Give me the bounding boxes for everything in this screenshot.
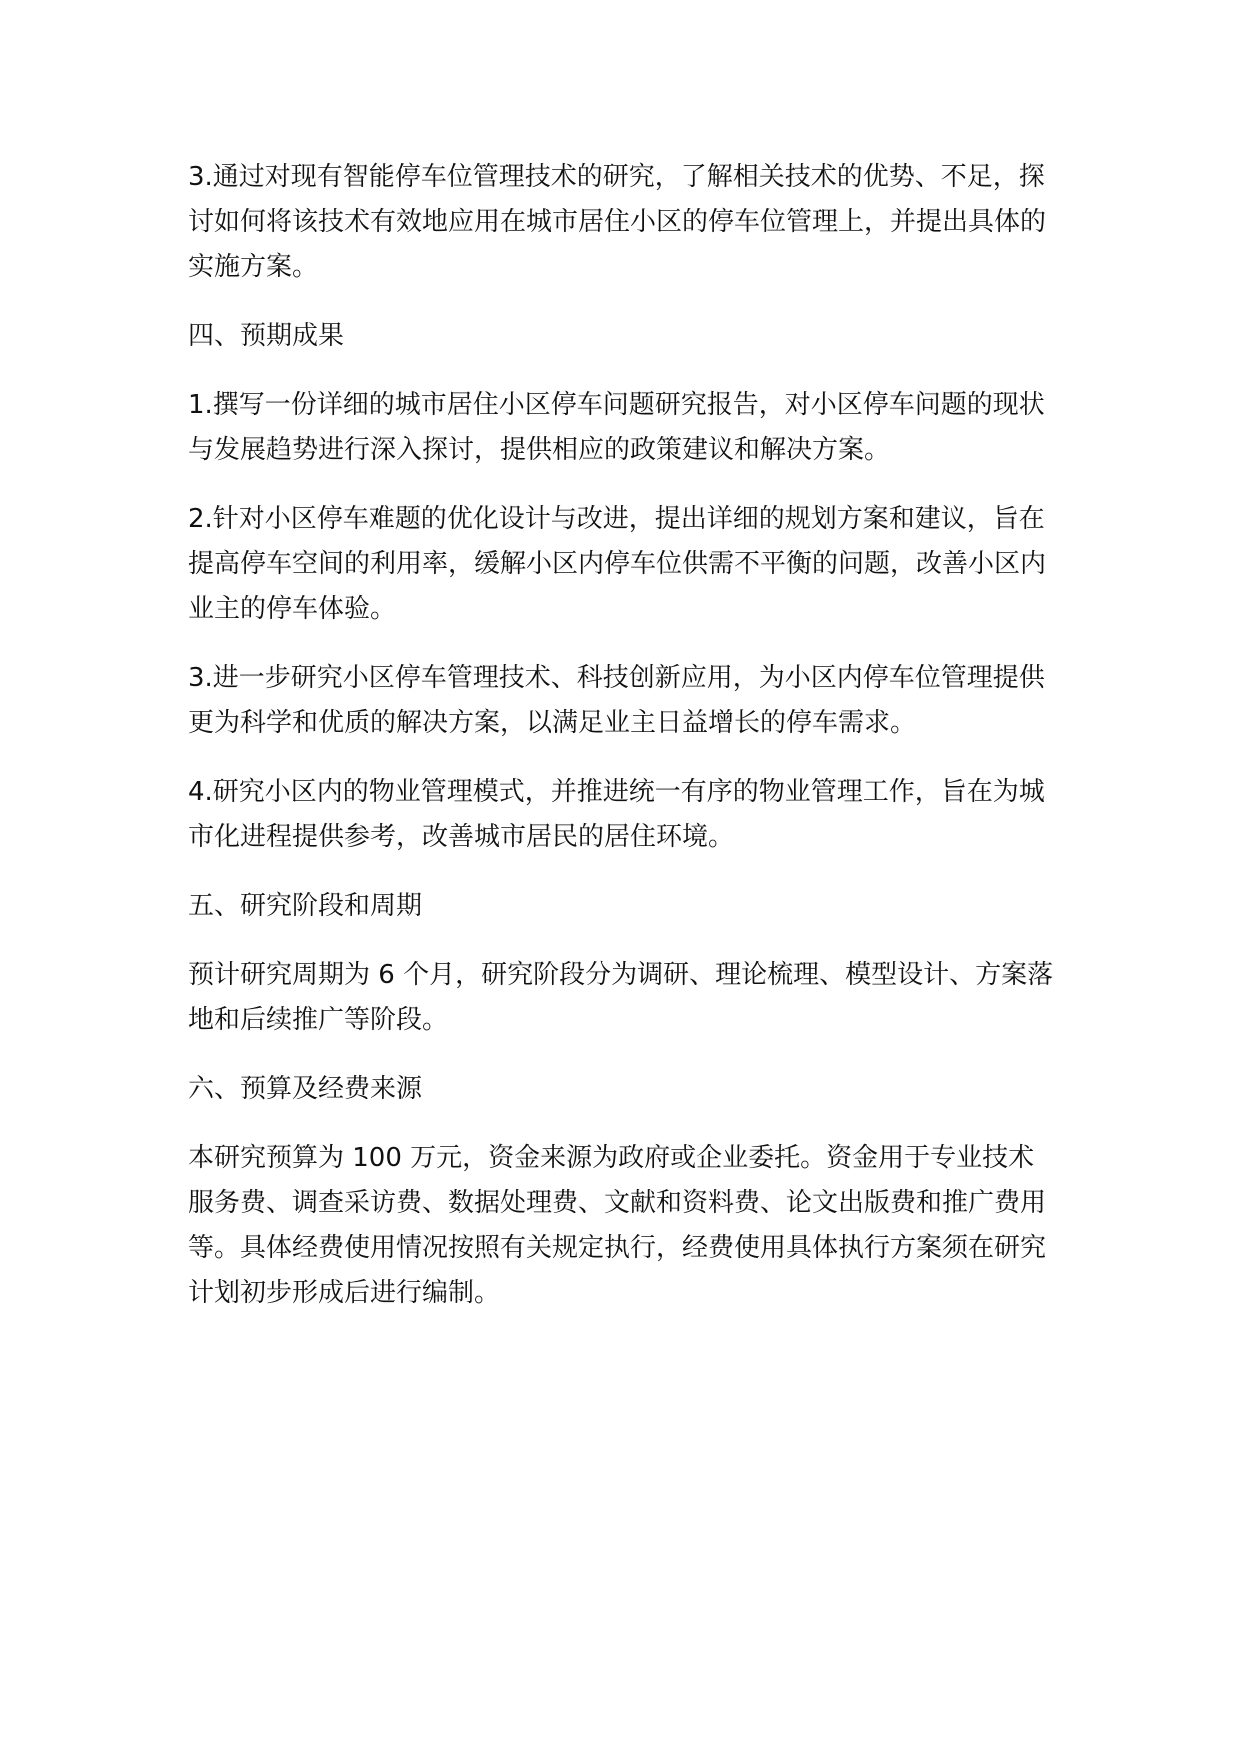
paragraph-objective-3: 3.通过对现有智能停车位管理技术的研究，了解相关技术的优势、不足，探讨如何将该技术有效地应用在城市居住小区的停车位管理上，并提出具体的实施方案。 [188,162,1047,282]
paragraph-stages: 预计研究周期为 6 个月，研究阶段分为调研、理论梳理、模型设计、方案落地和后续推广等阶段。 [188,960,1054,1035]
section-heading-budget: 六、预算及经费来源 [188,1074,423,1104]
section-heading-expected-results: 四、预期成果 [188,321,345,351]
paragraph-result-1: 1.撰写一份详细的城市居住小区停车问题研究报告，对小区停车问题的现状与发展趋势进行深入探讨，提供相应的政策建议和解决方案。 [188,390,1045,465]
paragraph-result-4: 4.研究小区内的物业管理模式，并推进统一有序的物业管理工作，旨在为城市化进程提供参考，改善城市居民的居住环境。 [188,777,1045,852]
section-heading-stages-and-period: 五、研究阶段和周期 [188,891,423,921]
paragraph-budget: 本研究预算为 100 万元，资金来源为政府或企业委托。资金用于专业技术服务费、调查采访费、数据处理费、文献和资料费、论文出版费和推广费用等。具体经费使用情况按照有关规定执行，经费使用具体执行方案须在研究计划初步形成后进行编制。 [188,1143,1047,1308]
paragraph-result-3: 3.进一步研究小区停车管理技术、科技创新应用，为小区内停车位管理提供更为科学和优质的解决方案，以满足业主日益增长的停车需求。 [188,663,1045,738]
paragraph-result-2: 2.针对小区停车难题的优化设计与改进，提出详细的规划方案和建议，旨在提高停车空间的利用率，缓解小区内停车位供需不平衡的问题，改善小区内业主的停车体验。 [188,504,1047,624]
document-body [188,155,1058,1316]
